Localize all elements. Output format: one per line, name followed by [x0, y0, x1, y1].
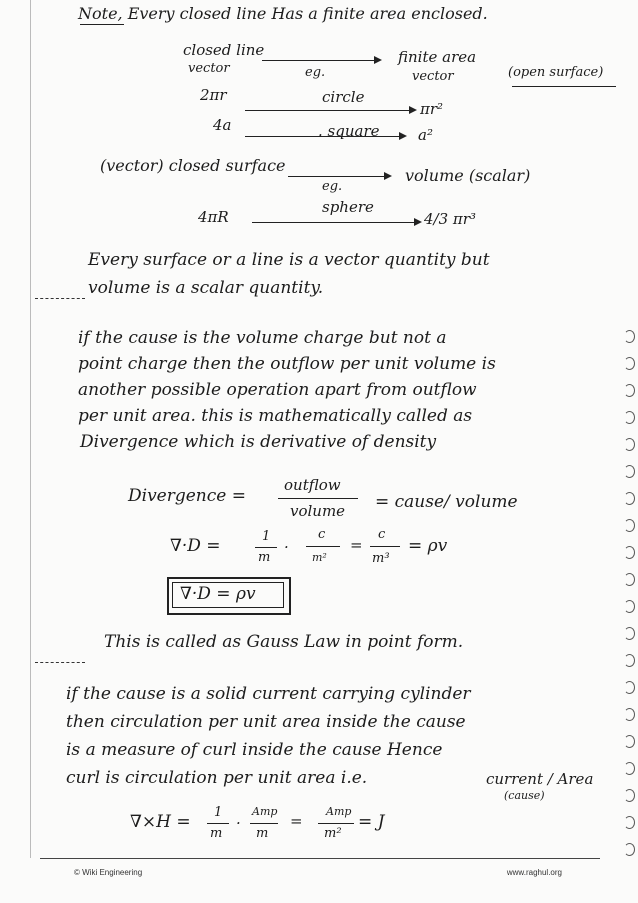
binding-ring: [624, 708, 635, 721]
sphere-volume: 4/3 πr³: [424, 210, 476, 228]
frac2-den: m²: [312, 551, 327, 564]
equals-1: =: [350, 536, 363, 554]
note-line: Note, Every closed line Has a finite area enclosed.: [78, 4, 488, 23]
vector-label-2: vector: [412, 69, 454, 84]
binding-ring: [624, 411, 635, 424]
text-line-18: if the cause is a solid current carrying cylinder: [66, 684, 471, 704]
text-line-9: if the cause is the volume charge but not a: [78, 328, 447, 348]
footer-rule: [40, 858, 600, 859]
boxed-formula: ∇·D = ρv: [180, 584, 256, 604]
j-result: = J: [358, 812, 385, 832]
binding-ring: [624, 843, 635, 856]
sphere-surface: 4πR: [198, 208, 229, 226]
del-cross-h: ∇×H =: [130, 812, 191, 832]
footer-right-url: www.raghul.org: [506, 868, 562, 877]
perimeter-circle: 2πr: [200, 86, 227, 104]
cause-note: (cause): [504, 789, 545, 802]
arrow-4: [288, 176, 390, 177]
binding-ring: [624, 654, 635, 667]
binding-ring: [624, 681, 635, 694]
frac6-den: m²: [324, 826, 342, 841]
binding-ring: [624, 519, 635, 532]
frac5-den: m: [256, 826, 269, 841]
text-line-10: point charge then the outflow per unit volume is: [78, 354, 496, 374]
binding-ring: [624, 492, 635, 505]
footer: [0, 862, 638, 886]
binding-ring: [624, 816, 635, 829]
arrow-2: [245, 110, 415, 111]
current-per-area: current / Area: [486, 770, 594, 788]
footer-left-credit: © Wiki Engineering: [74, 868, 143, 877]
divergence-lhs: Divergence =: [128, 486, 246, 506]
sphere-label: sphere: [322, 198, 374, 216]
frac1-den: m: [258, 550, 271, 565]
vector-label: vector: [188, 61, 230, 76]
arrow-5: [252, 222, 420, 223]
equals-2: =: [290, 812, 303, 830]
eg-label-2: eg.: [322, 179, 343, 194]
dash-mark-1: [35, 298, 85, 299]
volume-scalar-label: volume (scalar): [405, 166, 531, 185]
binding-ring: [624, 384, 635, 397]
text-line-12: per unit area. this is mathematically called as: [78, 406, 473, 426]
open-surface-underline: [512, 86, 616, 87]
binding-ring: [624, 627, 635, 640]
text-line-19: then circulation per unit area inside the cause: [66, 712, 466, 732]
closed-line-label: closed line: [183, 41, 265, 59]
rho-v-result: = ρv: [408, 536, 448, 556]
frac3-den: m³: [372, 551, 390, 566]
dot-op-2: ·: [236, 814, 241, 832]
binding-ring: [624, 465, 635, 478]
finite-area-label: finite area: [398, 48, 477, 66]
binding-ring: [624, 735, 635, 748]
frac6-num: Amp: [326, 805, 352, 818]
area-square: a²: [418, 126, 433, 144]
binding-ring: [624, 600, 635, 613]
frac4-den: m: [210, 826, 223, 841]
closed-surface-label: (vector) closed surface: [100, 156, 286, 175]
cause-per-volume: = cause/ volume: [375, 492, 518, 512]
binding-ring: [624, 573, 635, 586]
square-label: . square: [318, 122, 380, 140]
dot-op: ·: [284, 538, 289, 556]
spiral-binding: [618, 0, 638, 903]
binding-ring: [624, 789, 635, 802]
frac5-num: Amp: [252, 805, 278, 818]
note-underline: [80, 24, 124, 25]
perimeter-square: 4a: [213, 116, 232, 134]
del-dot-d: ∇·D =: [170, 536, 221, 556]
open-surface-label: (open surface): [508, 65, 604, 80]
binding-ring: [624, 762, 635, 775]
text-line-7: Every surface or a line is a vector quantity but: [88, 250, 490, 270]
binding-ring: [624, 438, 635, 451]
arrow-1: [262, 60, 380, 61]
fraction-bar-5: [207, 823, 229, 824]
gauss-law-line: This is called as Gauss Law in point form.: [104, 632, 464, 652]
margin-line: [30, 0, 31, 858]
circle-label: circle: [322, 88, 365, 106]
dash-mark-2: [35, 662, 85, 663]
outflow-numerator: outflow: [284, 476, 341, 494]
binding-ring: [624, 546, 635, 559]
text-line-13: Divergence which is derivative of density: [80, 432, 437, 452]
frac2-num: c: [318, 527, 326, 542]
area-circle: πr²: [420, 100, 444, 118]
text-line-8: volume is a scalar quantity.: [88, 278, 324, 298]
text-line-11: another possible operation apart from outflow: [78, 380, 477, 400]
binding-ring: [624, 330, 635, 343]
frac1-num: 1: [262, 529, 271, 544]
fraction-bar-4: [370, 546, 400, 547]
fraction-bar-7: [318, 823, 354, 824]
volume-denominator: volume: [290, 502, 346, 520]
eg-label-1: eg.: [305, 65, 326, 80]
fraction-bar-2: [255, 547, 277, 548]
frac4-num: 1: [214, 805, 223, 820]
fraction-bar-3: [306, 546, 340, 547]
frac3-num: c: [378, 527, 386, 542]
text-line-20: is a measure of curl inside the cause Hence: [66, 740, 443, 760]
fraction-bar-6: [250, 823, 278, 824]
text-line-21: curl is circulation per unit area i.e.: [66, 768, 368, 788]
fraction-bar-1: [278, 498, 358, 499]
binding-ring: [624, 357, 635, 370]
